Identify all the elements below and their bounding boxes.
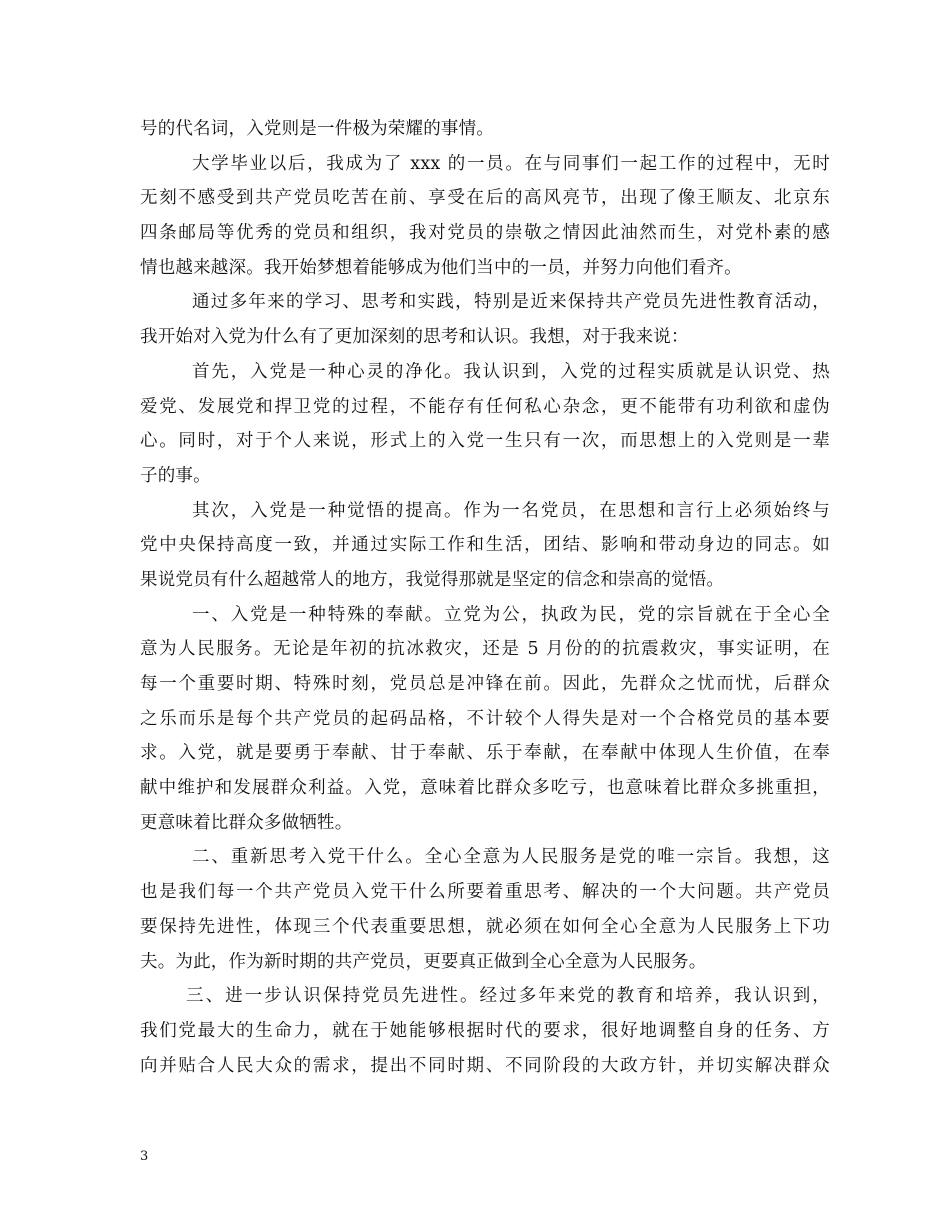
page-number: 3 xyxy=(140,1149,149,1164)
text-line: 党中央保持高度一致，并通过实际工作和生活，团结、影响和带动身边的同志。如 xyxy=(140,535,830,556)
text-line: 一、入党是一种特殊的奉献。立党为公，执政为民，党的宗旨就在于全心全 xyxy=(192,604,830,625)
text-line: 也是我们每一个共产党员入党干什么所要着重思考、解决的一个大问题。共产党员 xyxy=(140,882,830,903)
text-line: 更意味着比群众多做牺牲。 xyxy=(140,812,353,833)
text-line: 意为人民服务。无论是年初的抗冰救灾，还是 5 月份的的抗震救灾，事实证明，在 xyxy=(140,639,830,660)
text-line: 要保持先进性，体现三个代表重要思想，就必须在如何全心全意为人民服务上下功 xyxy=(140,916,830,937)
text-line: 大学毕业以后，我成为了 xxx 的一员。在与同事们一起工作的过程中，无时 xyxy=(192,153,830,174)
text-line: 四条邮局等优秀的党员和组织，我对党员的崇敬之情因此油然而生，对党朴素的感 xyxy=(140,223,830,244)
text-line: 向并贴合人民大众的需求，提出不同时期、不同阶段的大政方针，并切实解决群众 xyxy=(140,1055,830,1076)
text-line: 每一个重要时期、特殊时刻，党员总是冲锋在前。因此，先群众之忧而忧，后群众 xyxy=(140,674,830,694)
text-line: 其次，入党是一种觉悟的提高。作为一名党员，在思想和言行上必须始终与 xyxy=(192,500,830,521)
text-line: 号的代名词，入党则是一件极为荣耀的事情。 xyxy=(140,119,494,139)
body-text xyxy=(140,112,830,1083)
text-line: 求。入党，就是要勇于奉献、甘于奉献、乐于奉献，在奉献中体现人生价值，在奉 xyxy=(140,743,830,764)
text-line: 无刻不感受到共产党员吃苦在前、享受在后的高风亮节，出现了像王顺友、北京东 xyxy=(140,188,830,209)
text-line: 通过多年来的学习、思考和实践，特别是近来保持共产党员先进性教育活动， xyxy=(192,292,830,313)
text-line: 夫。为此，作为新时期的共产党员，更要真正做到全心全意为人民服务。 xyxy=(140,951,707,972)
text-line: 献中维护和发展群众利益。入党，意味着比群众多吃亏，也意味着比群众多挑重担， xyxy=(140,778,830,799)
text-line: 心。同时，对于个人来说，形式上的入党一生只有一次，而思想上的入党则是一辈 xyxy=(140,431,830,452)
text-line: 三、进一步认识保持党员先进性。经过多年来党的教育和培养，我认识到， xyxy=(186,986,830,1007)
text-line: 子的事。 xyxy=(140,465,211,486)
text-line: 首先，入党是一种心灵的净化。我认识到，入党的过程实质就是认识党、热 xyxy=(192,361,830,382)
text-line: 爱党、发展党和捍卫党的过程，不能存有任何私心杂念，更不能带有功利欲和虚伪 xyxy=(140,396,830,417)
text-line: 我开始对入党为什么有了更加深刻的思考和认识。我想，对于我来说： xyxy=(140,327,689,348)
text-line: 之乐而乐是每个共产党员的起码品格，不计较个人得失是对一个合格党员的基本要 xyxy=(140,708,830,729)
text-line: 二、重新思考入党干什么。全心全意为人民服务是党的唯一宗旨。我想，这 xyxy=(192,847,830,868)
text-line: 我们党最大的生命力，就在于她能够根据时代的要求，很好地调整自身的任务、方 xyxy=(140,1020,830,1041)
text-line: 果说党员有什么超越常人的地方，我觉得那就是坚定的信念和崇高的觉悟。 xyxy=(140,569,725,590)
text-line: 情也越来越深。我开始梦想着能够成为他们当中的一员，并努力向他们看齐。 xyxy=(140,257,742,278)
